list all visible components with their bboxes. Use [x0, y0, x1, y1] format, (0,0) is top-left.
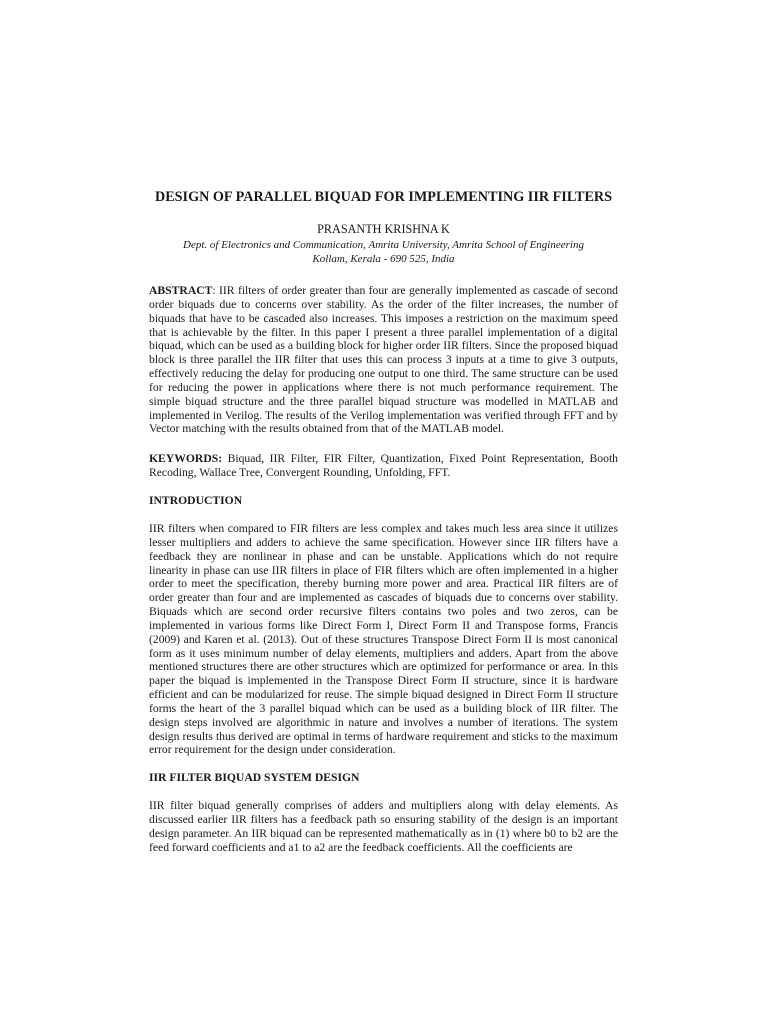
- introduction-heading: INTRODUCTION: [149, 493, 243, 507]
- abstract-paragraph: [149, 284, 618, 436]
- paper-page: [149, 188, 618, 855]
- affiliation-line-1: Dept. of Electronics and Communication, Amrita University, Amrita School of Engineering: [183, 239, 584, 251]
- introduction-paragraph: IIR filters when compared to FIR filters are less complex and takes much less area since it utilizes lesser multipliers and adders to achieve the same specification. However since IIR filters have a feedback they are nonlinear in phase and can be unstable. Applications which do not require linearity in phase can use IIR filters in place of FIR filters which are often implemented in a higher order to meet the specification, thereby burning more power and area. Practical IIR filters are of order greater than four and are implemented as cascades of biquads due to concerns over stability. Biquads which are second order recursive filters contains two poles and two zeros, can be implemented in various forms like Direct Form I, Direct Form II and Transpose forms, Francis (2009) and Karen et al. (2013). Out of these structures Transpose Direct Form II is most canonical form as it uses minimum number of delay elements, multipliers and adders. Apart from the above mentioned structures there are other structures which are optimized for performance or area. In this paper the biquad is implemented in the Transpose Direct Form II structure, since it is hardware efficient and can be modularized for reuse. The simple biquad designed in Direct Form II structure forms the heart of the 3 parallel biquad which can be used as a building block of IIR filter. The design steps involved are algorithmic in nature and involves a number of iterations. The system design results thus derived are optimal in terms of hardware requirement and sticks to the maximum error requirement for the design under consideration.: [149, 521, 618, 757]
- keywords-text: Biquad, IIR Filter, FIR Filter, Quantization, Fixed Point Representation, Booth Recoding, Wallace Tree, Convergent Rounding, Unfolding, FFT.: [149, 452, 618, 480]
- affiliation-line-2: Kollam, Kerala - 690 525, India: [312, 253, 455, 265]
- keywords-label: KEYWORDS:: [149, 452, 223, 466]
- keywords-paragraph: [149, 452, 618, 480]
- iir-section-heading: IIR FILTER BIQUAD SYSTEM DESIGN: [149, 771, 360, 785]
- iir-section-paragraph: IIR filter biquad generally comprises of adders and multipliers along with delay elements. As discussed earlier IIR filters has a feedback path so ensuring stability of the design is an important design parameter. An IIR biquad can be represented mathematically as in (1) where b0 to b2 are the feed forward coefficients and a1 to a2 are the feedback coefficients. All the coefficients are: [149, 799, 618, 854]
- paper-title: DESIGN OF PARALLEL BIQUAD FOR IMPLEMENTING IIR FILTERS: [154, 189, 613, 205]
- abstract-label: ABSTRACT: [149, 284, 213, 297]
- author-name: PRASANTH KRISHNA K: [317, 222, 450, 236]
- abstract-text: : IIR filters of order greater than four are generally implemented as cascade of second order biquads due to concerns over stability. As the order of the filter increases, the number of biquads that have to be cascaded also increases. This imposes a restriction on the maximum speed that is achievable by the filter. In this paper I present a three parallel implementation of a digital biquad, which can be used as a building block for higher order IIR filters. Since the proposed biquad block is three parallel the IIR filter that uses this can process 3 inputs at a time to give 3 outputs, effectively reducing the delay for producing one output to one third. The same structure can be used for reducing the power in applications where there is not much performance requirement. The simple biquad structure and the three parallel biquad structure was modelled in MATLAB and implemented in Verilog. The results of the Verilog implementation was verified through FFT and by Vector matching with the results obtained from that of the MATLAB model.: [149, 284, 618, 436]
